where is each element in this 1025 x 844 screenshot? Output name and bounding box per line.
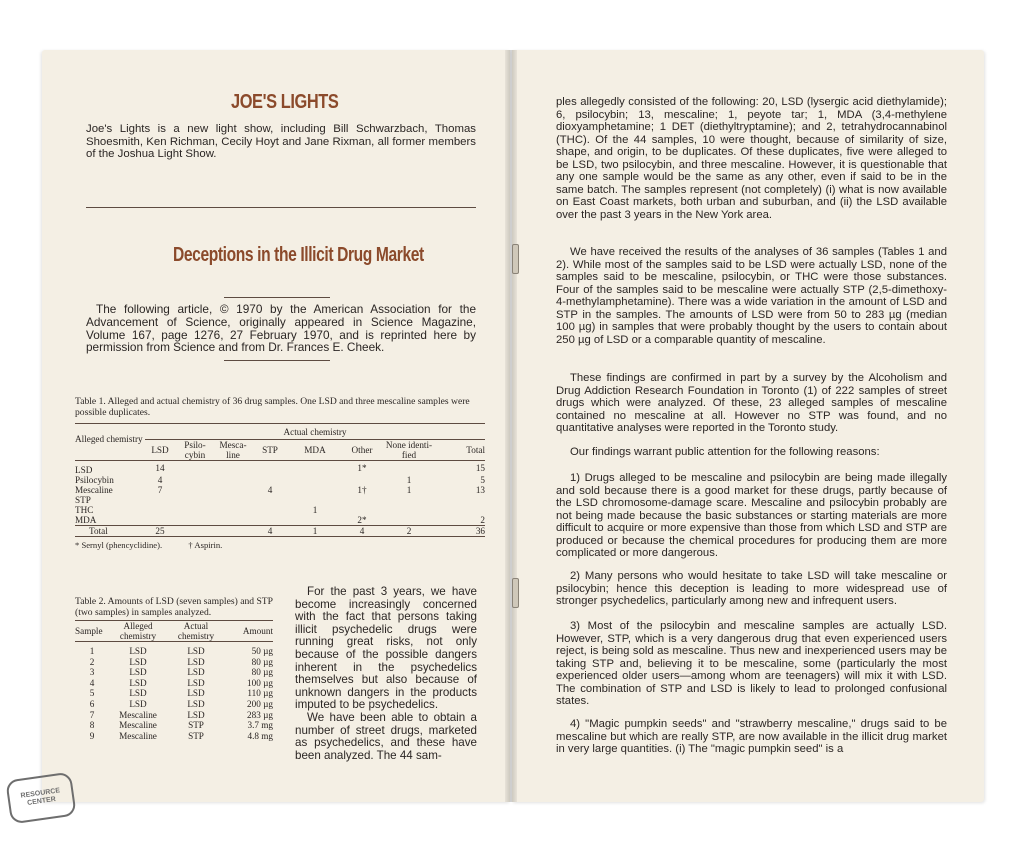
table2-cell: 80 µg: [251, 667, 273, 678]
table1-cell: [383, 461, 435, 476]
left-page: [42, 50, 510, 802]
table1-cell: 2*: [357, 515, 367, 525]
table2-row: [75, 678, 273, 689]
table1-cell: [215, 505, 251, 515]
table1-cell: [435, 505, 485, 515]
joes-lights-title: JOE'S LIGHTS: [231, 91, 339, 113]
table1-cell: 1: [406, 485, 412, 495]
table2-row: [75, 731, 273, 742]
table2-cell: Mescaline: [119, 720, 157, 731]
table2-cell: LSD: [129, 656, 147, 667]
table1-row-label: STP: [75, 495, 91, 505]
table1-cell: [289, 515, 341, 526]
table2-col-actual: Actual chemistry: [177, 621, 215, 641]
table1-cell: [215, 495, 251, 505]
table2-cell: LSD: [129, 698, 147, 709]
table1-cell: [215, 526, 251, 537]
table1-col-none-identified: None identi-fied: [385, 440, 433, 460]
right-paragraph: We have received the results of the analyses of 36 samples (Tables 1 and 2). While most of the samples said to be LSD were actually LSD, none of the samples said to be mescaline, psilocybin, or THC were those substances. Four of the samples said to be mescaline were actually STP (2,5-dimethoxy-4-methylamphetamine). There was a wide variation in the amount of LSD and STP in the samples. The amounts of LSD were from 50 to 283 µg (median 100 µg) in samples that were probably thought by the users to contain about 250 µg of LSD or a comparable quantity of mescaline.: [556, 246, 947, 346]
table2-row: [75, 710, 273, 721]
table2-body: [75, 642, 273, 742]
table1-row-label: Psilocybin: [75, 475, 114, 485]
staple-bottom: [512, 578, 519, 608]
table1-cell: [289, 495, 341, 505]
table1-cell: 1: [312, 526, 318, 536]
table1-row: [75, 485, 485, 495]
table1-cell: 4: [157, 475, 163, 485]
table2-row: [75, 657, 273, 668]
intro-top-rule: [224, 297, 330, 298]
table1-cell: [215, 515, 251, 526]
table1-cell: [341, 505, 383, 515]
article-intro: The following article, © 1970 by the American Association for the Advancement of Science, originally appeared in Science Magazine, Volume 167, page 1276, 27 February 1970, and is reprinted here by permission from Science and from Dr. Frances E. Cheek.: [86, 302, 476, 355]
table2-caption: Table 2. Amounts of LSD (seven samples) and STP (two samples) in samples analyzed.: [75, 596, 273, 618]
right-page: [512, 50, 984, 802]
table1-cell: 4: [267, 526, 273, 536]
book-gutter: [505, 50, 517, 802]
section-divider: [86, 207, 476, 208]
table2-cell: 1: [89, 646, 95, 656]
table2-cell: LSD: [129, 677, 147, 688]
table2: [75, 620, 273, 741]
table1-cell: 25: [155, 526, 165, 536]
table1-row: [75, 526, 485, 537]
table2-col-amount: Amount: [242, 626, 273, 636]
table1-row: [75, 505, 485, 515]
table2-row: [75, 720, 273, 731]
table1-row: [75, 515, 485, 526]
library-stamp-text: RESOURCE CENTER: [20, 787, 61, 807]
table1-row-label: Mescaline: [75, 485, 113, 495]
table1-cell: [175, 495, 215, 505]
table2-cell: 4: [89, 677, 95, 688]
table2-cell: LSD: [129, 667, 147, 678]
table1-cell: 1†: [357, 485, 367, 495]
table1-cell: 4: [359, 526, 365, 536]
table1-cell: [251, 515, 289, 526]
table2-cell: LSD: [129, 646, 147, 656]
right-paragraph: Our findings warrant public attention for the following reasons:: [570, 446, 880, 458]
table1-footnote-row: [75, 537, 485, 551]
table1-row-label: THC: [75, 505, 94, 515]
table2-cell: 283 µg: [247, 709, 273, 720]
table1-footnote-aspirin: † Aspirin.: [188, 540, 223, 550]
table1-cell: [383, 505, 435, 515]
table1-col-stp: STP: [262, 445, 278, 455]
table1-cell: [145, 505, 175, 515]
table1-cell: [383, 515, 435, 526]
table1-cell: [251, 461, 289, 476]
table1: [75, 423, 485, 550]
table1-cell: [251, 475, 289, 485]
table1-row-label: Total: [89, 526, 108, 536]
table2-cell: 6: [89, 698, 95, 709]
table1-cell: [289, 475, 341, 485]
table1-cell: 7: [157, 485, 163, 495]
article-column-text: For the past 3 years, we have become increasingly concerned with the fact that persons taking illicit psychedelic drugs were running great risks, not only because of the possible dangers inherent in the psychedelics themselves but also because of unknown dangers in the products imputed to be psychedelics.: [295, 585, 477, 712]
table1-cell: 2: [406, 526, 412, 536]
table1-row-label: MDA: [75, 515, 97, 525]
table2-cell: STP: [188, 730, 204, 741]
table2-cell: Mescaline: [119, 730, 157, 741]
table2-cell: 5: [89, 688, 95, 699]
table1-cell: [175, 505, 215, 515]
article-column-text-2: We have been able to obtain a number of street drugs, marketed as psychedelics, and these have been analyzed. The 44 sam-: [295, 711, 477, 762]
table1-row: [75, 495, 485, 505]
table1-cell: [383, 495, 435, 505]
table1-alleged-header: Alleged chemistry: [75, 434, 143, 444]
table2-cell: 3.7 mg: [247, 720, 273, 731]
table2-cell: 3: [89, 667, 95, 678]
table1-cell: [175, 515, 215, 526]
table1-cell: [251, 495, 289, 505]
right-paragraph: 2) Many persons who would hesitate to take LSD will take mescaline or psilocybin; hence this deception is leading to more widespread use of stronger psychedelics, particularly among new and infrequent users.: [556, 570, 947, 608]
table1-cell: 1*: [357, 463, 367, 473]
table2-cell: 110 µg: [247, 688, 273, 699]
table2-row: [75, 642, 273, 657]
table1-cell: 15: [475, 463, 485, 473]
table1-cell: 1: [406, 475, 412, 485]
table1-cell: [341, 495, 383, 505]
table2-cell: LSD: [187, 698, 205, 709]
intro-bottom-rule: [224, 360, 330, 361]
table1-cell: 36: [475, 526, 485, 536]
table1-cell: [251, 505, 289, 515]
staple-top: [512, 244, 519, 274]
table2-col-alleged: Alleged chemistry: [119, 621, 157, 641]
table1-header-row: [75, 424, 485, 440]
table1-cell: [215, 475, 251, 485]
table1-cell: [215, 461, 251, 476]
table1-caption: Table 1. Alleged and actual chemistry of 36 drug samples. One LSD and three mescaline samples were possible duplicates.: [75, 396, 470, 418]
table2-row: [75, 699, 273, 710]
table1-cell: 13: [475, 485, 485, 495]
right-paragraph: 1) Drugs alleged to be mescaline and psilocybin are being made illegally and sold because there is a good market for these drugs, partly because of the LSD chromosome-damage scare. Mescaline and psilocybin probably are not being made because the basic substances or starting materials are more difficult to acquire or more expensive than those from which LSD and STP are produced or because the chemical procedures for producing them are more complicated or more dangerous.: [556, 472, 947, 560]
joes-lights-body: Joe's Lights is a new light show, including Bill Schwarzbach, Thomas Shoesmith, Ken Richman, Cecily Hoyt and Jane Rixman, all former members of the Joshua Light Show.: [86, 123, 476, 161]
right-paragraph: 4) "Magic pumpkin seeds" and "strawberry mescaline," drugs said to be mescaline but which are really STP, are now available in the illicit drug market in very large quantities. (i) The "magic pumpkin seed" is a: [556, 718, 947, 756]
table1-cell: [145, 495, 175, 505]
table2-cell: 50 µg: [251, 646, 273, 656]
table1-actual-header: Actual chemistry: [145, 424, 485, 440]
table1-col-mescaline: Mesca-line: [219, 440, 247, 460]
table2-cell: Mescaline: [119, 709, 157, 720]
table1-row-label: LSD: [75, 465, 93, 475]
table2-cell: LSD: [187, 677, 205, 688]
table2-cell: 4.8 mg: [247, 730, 273, 741]
table2-cell: 7: [89, 709, 95, 720]
table1-cell: 2: [480, 515, 485, 525]
table1-cell: [175, 485, 215, 495]
table1-col-other: Other: [351, 445, 373, 455]
article-title: Deceptions in the Illicit Drug Market: [173, 244, 424, 266]
table2-cell: 200 µg: [247, 698, 273, 709]
table2-cell: 100 µg: [247, 677, 273, 688]
table2-cell: 80 µg: [251, 656, 273, 667]
table1-cell: 5: [480, 475, 485, 485]
table1-cell: 1: [312, 505, 318, 515]
table2-cell: 9: [89, 730, 95, 741]
table2-cell: STP: [188, 720, 204, 731]
table1-col-psilocybin: Psilo-cybin: [184, 440, 206, 460]
table1-col-lsd: LSD: [151, 445, 169, 455]
table1-body: [75, 461, 485, 537]
table1-cell: [175, 475, 215, 485]
table1-cell: [145, 515, 175, 526]
table1-cell: 4: [267, 485, 273, 495]
table2-cell: 2: [89, 656, 95, 667]
table1-cell: [175, 461, 215, 476]
table2-cell: 8: [89, 720, 95, 731]
table1-col-mda: MDA: [304, 445, 326, 455]
table1-cell: [341, 475, 383, 485]
table1-row: [75, 461, 485, 476]
table2-row: [75, 688, 273, 699]
table1-col-total: Total: [466, 445, 485, 455]
table1-cell: 14: [155, 463, 165, 473]
table2-cell: LSD: [187, 667, 205, 678]
table1-footnote-sernyl: * Sernyl (phencyclidine).: [75, 540, 163, 550]
table1-cell: [175, 526, 215, 537]
table2-row: [75, 667, 273, 678]
table2-cell: LSD: [187, 688, 205, 699]
table2-cell: LSD: [187, 646, 205, 656]
table1-cell: [215, 485, 251, 495]
right-paragraph: ples allegedly consisted of the following: 20, LSD (lysergic acid diethylamide); 6, psilocybin; 13, mescaline; 1, peyote tar; 1, MDA (3,4-methylene dioxyamphetamine; 1 DET (diethyltryptamine); and 2, tetrahydrocannabinol (THC). Of the 44 samples, 10 were thought, because of similarity of size, shape, and origin, to be duplicates. Of these duplicates, five were alleged to be LSD, two psilocybin, and three mescaline. However, it is questionable that any one sample would be the same as any other, even if said to be in the same batch. The samples represent (not completely) (i) what is now available on East Coast markets, both urban and suburban, and (ii) the LSD available over the past 3 years in the New York area.: [556, 96, 947, 221]
table1-row: [75, 475, 485, 485]
table1-cell: [289, 461, 341, 476]
library-stamp: [5, 772, 76, 825]
table2-col-sample: Sample: [75, 626, 103, 636]
table2-header-row: [75, 621, 273, 642]
table2-cell: LSD: [187, 656, 205, 667]
table1-cell: [435, 495, 485, 505]
table2-cell: LSD: [129, 688, 147, 699]
table1-cell: [289, 485, 341, 495]
right-paragraph: These findings are confirmed in part by a survey by the Alcoholism and Drug Addiction Research Foundation in Toronto (1) of 222 samples of street drugs which were analyzed. Of these, 23 alleged samples of mescaline contained no mescaline at all. However no STP was found, and no quantitative analyses were reported in the Toronto study.: [556, 372, 947, 435]
table2-cell: LSD: [187, 709, 205, 720]
right-paragraph: 3) Most of the psilocybin and mescaline samples are actually LSD. However, STP, which is a very dangerous drug that even experienced users reject, is being sold as mescaline. Thus new and inexperienced users may be taking STP and, believing it to be mescaline, some (particularly the most experienced older users—among whom are teenagers) will mix it with LSD. The combination of STP and LSD is likely to lead to prolonged confusional states.: [556, 620, 947, 708]
